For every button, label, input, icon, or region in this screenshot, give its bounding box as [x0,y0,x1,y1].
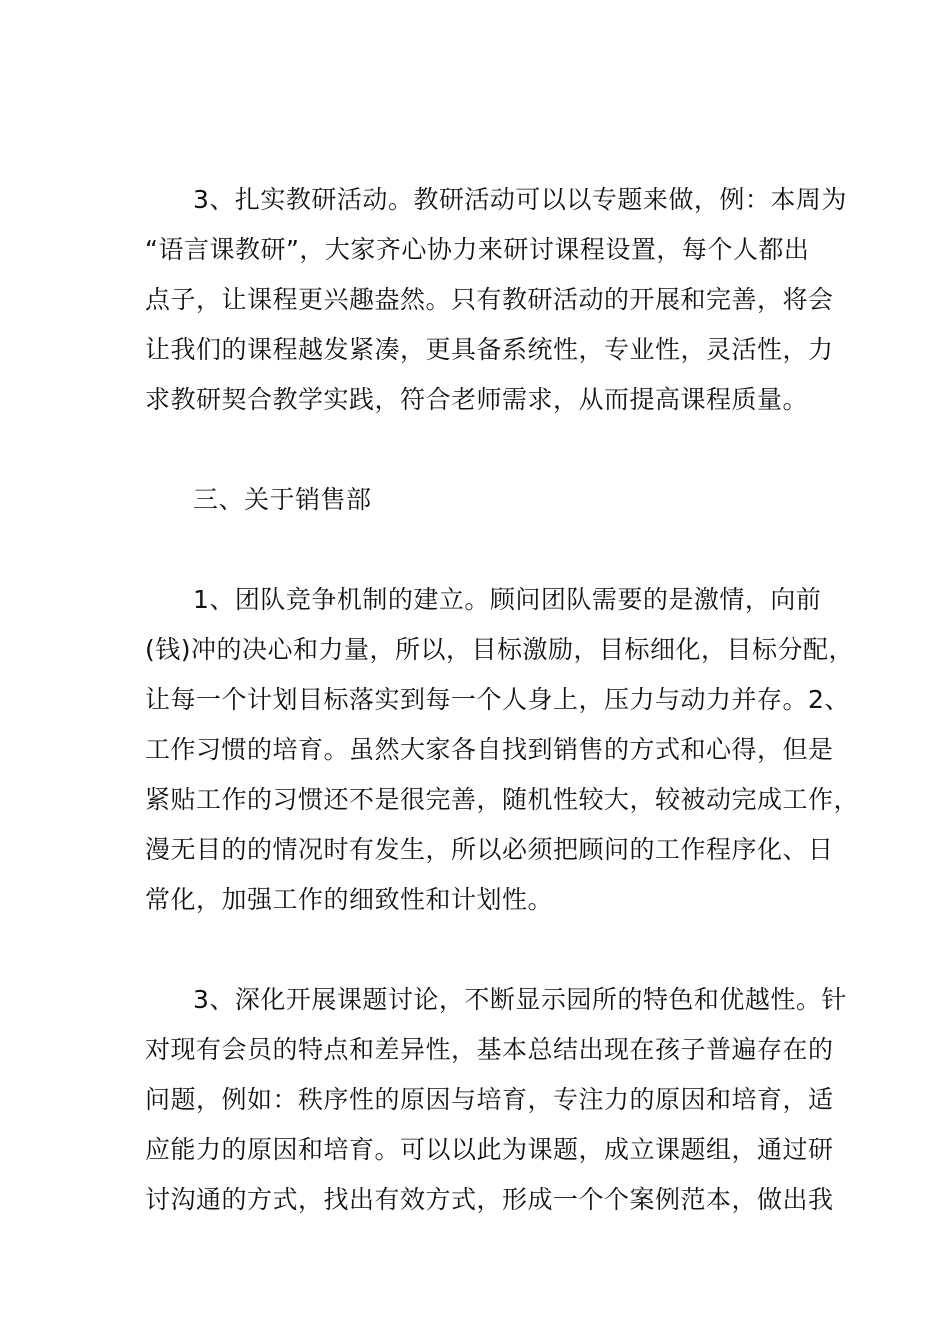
paragraph-line: “语言课教研”，大家齐心协力来研讨课程设置，每个人都出 [145,235,810,264]
paragraph-line: 点子，让课程更兴趣盎然。只有教研活动的开展和完善，将会 [145,285,834,314]
paragraph-line: 3、深化开展课题讨论，不断显示园所的特色和优越性。针 [193,985,847,1014]
paragraph-line: (钱)冲的决心和力量，所以，目标激励，目标细化，目标分配， [145,635,855,664]
paragraph-line: 3、扎实教研活动。教研活动可以以专题来做，例：本周为 [193,185,847,214]
section-heading: 三、关于销售部 [193,485,372,514]
paragraph-line: 让每一个计划目标落实到每一个人身上，压力与动力并存。2、 [145,685,850,714]
paragraph-line: 问题，例如：秩序性的原因与培育，专注力的原因和培育，适 [145,1085,834,1114]
paragraph-line: 1、团队竞争机制的建立。顾问团队需要的是激情，向前 [193,585,822,614]
paragraph-line: 让我们的课程越发紧凑，更具备系统性，专业性，灵活性，力 [145,335,834,364]
paragraph-line: 工作习惯的培育。虽然大家各自找到销售的方式和心得，但是 [145,735,834,764]
paragraph-line: 紧贴工作的习惯还不是很完善，随机性较大，较被动完成工作， [145,785,860,814]
paragraph-line: 对现有会员的特点和差异性，基本总结出现在孩子普遍存在的 [145,1035,834,1064]
paragraph-line: 漫无目的的情况时有发生，所以必须把顾问的工作程序化、日 [145,835,834,864]
paragraph-line: 常化，加强工作的细致性和计划性。 [145,885,554,914]
paragraph-line: 应能力的原因和培育。可以以此为课题，成立课题组，通过研 [145,1135,834,1164]
paragraph-line: 讨沟通的方式，找出有效方式，形成一个个案例范本，做出我 [145,1185,834,1214]
paragraph-line: 求教研契合教学实践，符合老师需求，从而提高课程质量。 [145,385,809,414]
